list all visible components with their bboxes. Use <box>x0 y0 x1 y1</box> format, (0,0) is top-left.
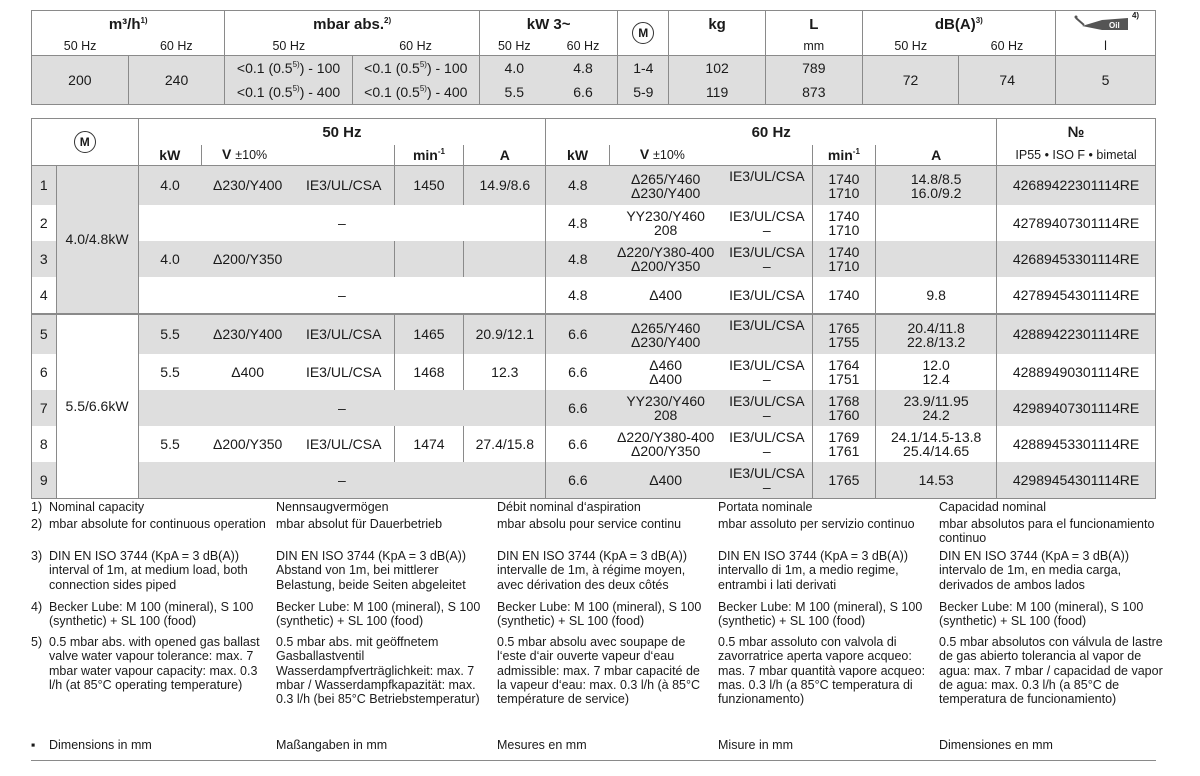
article-number: 42689453301114RE <box>997 241 1156 277</box>
article-number: 42789454301114RE <box>997 277 1156 314</box>
rpm-50: 1465 <box>394 314 464 354</box>
footnote-it: Becker Lube: M 100 (mineral), S 100 (synthetic) + SL 100 (food) <box>718 600 923 629</box>
dba-header: $dB(A)^{3)}$ <box>862 11 1055 38</box>
motor-header <box>32 119 139 166</box>
row-number: 9 <box>39 471 48 488</box>
footnote-number: 2) <box>31 517 43 531</box>
row-number: 1 <box>39 177 48 193</box>
rpm-50 <box>394 241 464 277</box>
group-label: 4.0/4.8kW <box>56 166 138 315</box>
rpm-60: 1769 1761 <box>812 426 876 462</box>
kw-50: 5.5 <box>138 314 202 354</box>
kw-60: 4.8 <box>546 241 610 277</box>
footnote-en: Nominal capacity <box>49 500 145 514</box>
footnote-fr: mbar absolu pour service continu <box>497 517 682 531</box>
footnote-de: Maßangaben in mm <box>276 738 388 752</box>
svg-text:Oil: Oil <box>1108 20 1120 30</box>
footnote-es: Dimensiones en mm <box>939 738 1053 752</box>
header-50hz: 50 Hz <box>138 119 546 146</box>
footnote-en: DIN EN ISO 3744 (KpA = 3 dB(A)) interval of 1m, at medium load, both connection sides piped <box>49 549 248 592</box>
kw-50: 5.5 <box>138 426 202 462</box>
sub-label: 50 Hz <box>479 37 548 56</box>
amp-50: 27.4/15.8 <box>464 426 546 462</box>
col-amp: A <box>464 145 546 166</box>
footnote-row <box>31 738 1161 754</box>
amp-60: 23.9/11.95 24.2 <box>876 390 997 426</box>
dash-50: – <box>138 390 546 426</box>
amp-60: 14.8/8.5 16.0/9.2 <box>876 166 997 206</box>
footnote-it: Portata nominale <box>718 500 813 514</box>
amp-60 <box>876 205 997 241</box>
voltage-50: Δ200/Y350 <box>213 435 283 452</box>
footnote-row <box>31 517 1161 549</box>
standard-60: IE3/UL/CSA – <box>729 244 805 274</box>
footnote-es: Capacidad nominal <box>939 500 1047 514</box>
rpm-60: 1740 1710 <box>812 205 876 241</box>
kw-50: 5.5 <box>479 80 548 105</box>
kw-60: 4.8 <box>573 59 593 76</box>
rpm-60: 1740 1710 <box>812 241 876 277</box>
footnotes <box>31 500 1161 754</box>
voltage-50: Δ230/Y400 <box>202 314 294 354</box>
standard-50: IE3/UL/CSA <box>305 363 382 380</box>
sub-label: 60 Hz <box>352 37 479 56</box>
col-min: $\min^{-1}$ <box>394 145 464 166</box>
footnote-it: mbar assoluto per servizio continuo <box>718 517 915 531</box>
kg-header: kg <box>669 11 766 38</box>
voltage-60: Δ400 <box>649 286 683 303</box>
table-row <box>32 166 1156 206</box>
footnote-it: DIN EN ISO 3744 (KpA = 3 dB(A)) intervallo di 1m, a medio regime, entrambi i lati derivati <box>718 549 909 592</box>
amp-50: 20.9/12.1 <box>464 314 546 354</box>
rpm-60: 1740 <box>812 277 876 314</box>
amp-50 <box>464 241 546 277</box>
sub-label: 50 Hz <box>862 37 959 56</box>
col-amp: A <box>876 145 997 166</box>
standard-60: IE3/UL/CSA – <box>729 393 805 423</box>
kw-60: 6.6 <box>546 314 610 354</box>
footnote-number: 4) <box>31 600 43 614</box>
article-number: 42889453301114RE <box>997 426 1156 462</box>
footnote-es: mbar absolutos para el funcionamiento continuo <box>939 517 1155 546</box>
footnote-fr: Débit nominal d‘aspiration <box>497 500 641 514</box>
dba-60: 74 <box>959 56 1056 105</box>
sub-label: mm <box>765 37 862 56</box>
kw-50: 4.0 <box>138 241 202 277</box>
row-number: 6 <box>39 363 48 380</box>
length: 873 <box>765 80 862 105</box>
rpm-60: 1765 1755 <box>812 314 876 354</box>
voltage-60: YY230/Y460 208 <box>626 208 705 238</box>
table-row <box>32 390 1156 426</box>
motor-table <box>31 118 1156 499</box>
length: 789 <box>765 56 862 81</box>
standard-60: IE3/UL/CSA <box>729 286 805 303</box>
header-60hz: 60 Hz <box>546 119 997 146</box>
col-kw: kW <box>546 145 610 166</box>
voltage-60: YY230/Y460 208 <box>626 393 705 423</box>
sub-label <box>669 37 766 56</box>
standard-50: IE3/UL/CSA <box>305 435 382 452</box>
standard-50: IE3/UL/CSA <box>305 177 382 193</box>
standard-60: IE3/UL/CSA <box>729 168 805 184</box>
table-row <box>32 277 1156 314</box>
kw-60: 6.6 <box>546 426 610 462</box>
footnote-es: Becker Lube: M 100 (mineral), S 100 (synthetic) + SL 100 (food) <box>939 600 1144 629</box>
footnote-fr: Becker Lube: M 100 (mineral), S 100 (synthetic) + SL 100 (food) <box>497 600 702 629</box>
kw-50: 4.0 <box>479 56 548 81</box>
amp-60: 9.8 <box>876 277 997 314</box>
kw-50: 4.0 <box>138 166 202 206</box>
article-number: 42989454301114RE <box>997 462 1156 499</box>
footnote-number: 5) <box>31 635 43 649</box>
footnote-number: 1) <box>31 500 43 514</box>
mbar-50: <0.1 (0.5$^{5)}$) - 100 <box>225 56 352 81</box>
footnote-de: 0.5 mbar abs. mit geöffnetem Gasballastventil Wasserdampfverträglichkeit: max. 7 mbar / Wasserdampfkapazität: max. 0.3 l/h (bei 85°C Betriebstemperatur) <box>276 635 480 707</box>
kw-60: 6.6 <box>546 462 610 499</box>
row-number: 5 <box>32 314 57 354</box>
article-number: 42689422301114RE <box>997 166 1156 206</box>
kw-60: 6.6 <box>546 390 610 426</box>
motor-icon: M <box>74 131 96 153</box>
row-number: 3 <box>39 250 48 267</box>
mbar-60: <0.1 (0.5$^{5)}$) - 400 <box>352 80 479 105</box>
table-row <box>32 314 1156 354</box>
dash-50: – <box>138 462 546 499</box>
rpm-60: 1765 <box>812 462 876 499</box>
footnote-row <box>31 635 1161 738</box>
col-min: $\min^{-1}$ <box>812 145 876 166</box>
footnote-row <box>31 600 1161 635</box>
footnote-es: 0.5 mbar absolutos con válvula de lastre de gas abierto tolerancia al vapor de agua: max. 7 mbar / capacidad de vapor de agua: max. 0.3 l/h (a 85°C de temperatura de funcionamiento) <box>939 635 1163 707</box>
footnote-fr: 0.5 mbar absolu avec soupape de l‘este d‘air ouverte vapeur d‘eau admissible: max. 7 mbar capacité de la vapeur d‘eau: max. 0.3 l/h (à 85°C température de service) <box>497 635 701 707</box>
standard-60: IE3/UL/CSA – <box>729 429 805 459</box>
dash-50: – <box>138 205 546 241</box>
footnote-fr: Mesures en mm <box>497 738 587 752</box>
flow-header: $m^3/h^{1)}$ <box>108 15 148 33</box>
voltage-50: Δ400 <box>231 363 264 380</box>
article-number: 42989407301114RE <box>997 390 1156 426</box>
flow-50: 200 <box>68 71 92 88</box>
rpm-60: 1768 1760 <box>812 390 876 426</box>
kw-60: 4.8 <box>546 166 610 206</box>
oil-volume: 5 <box>1056 56 1156 105</box>
kw-60: 4.8 <box>546 205 610 241</box>
rpm-50: 1468 <box>394 354 464 390</box>
motor-range: 1-4 <box>618 56 669 81</box>
kw-60: 4.8 <box>546 277 610 314</box>
footnote-it: Misure in mm <box>718 738 794 752</box>
voltage-60: Δ220/Y380-400 Δ200/Y350 <box>616 244 715 274</box>
amp-60: 24.1/14.5-13.8 25.4/14.65 <box>876 426 997 462</box>
footnote-en: mbar absolute for continuous operation <box>49 517 266 531</box>
sub-label: 60 Hz <box>959 37 1056 56</box>
article-number: 42789407301114RE <box>997 205 1156 241</box>
rpm-60: 1764 1751 <box>812 354 876 390</box>
standard-50 <box>294 241 394 277</box>
footnote-en: Dimensions in mm <box>49 738 152 752</box>
col-kw: kW <box>138 145 202 166</box>
kw-60: 6.6 <box>546 354 610 390</box>
standard-60: IE3/UL/CSA <box>722 314 812 354</box>
table-row <box>32 205 1156 241</box>
length-header: L <box>765 11 862 38</box>
weight: 102 <box>669 56 766 81</box>
rpm-50: 1474 <box>394 426 464 462</box>
oil-header: Oil $^{4)}$ <box>1056 11 1156 38</box>
table-row <box>32 354 1156 390</box>
weight: 119 <box>669 80 766 105</box>
amp-60: 14.53 <box>876 462 997 499</box>
kw-60: 6.6 <box>573 83 593 100</box>
mbar-header: mbar abs.$^{2)}$ <box>225 11 480 38</box>
voltage-50: Δ200/Y350 <box>213 250 283 267</box>
motor-range: 5-9 <box>618 80 669 105</box>
table-row <box>32 426 1156 462</box>
table-row <box>32 462 1156 499</box>
sub-label: 60 Hz <box>128 37 225 56</box>
footnote-de: DIN EN ISO 3744 (KpA = 3 dB(A)) Abstand von 1m, bei mittlerer Belastung, beide Seiten abgeleitet <box>276 549 467 592</box>
footnote-de: Becker Lube: M 100 (mineral), S 100 (synthetic) + SL 100 (food) <box>276 600 481 629</box>
col-voltage: V ±10% <box>202 145 395 166</box>
kw-50: 5.5 <box>138 354 202 390</box>
dba-50: 72 <box>862 56 959 105</box>
row-number: 8 <box>39 435 48 452</box>
footnote-fr: DIN EN ISO 3744 (KpA = 3 dB(A)) intervalle de 1m, à régime moyen, avec dérivation des deux côtés <box>497 549 688 592</box>
footnote-row <box>31 500 1161 517</box>
table-row <box>32 241 1156 277</box>
sub-label: 50 Hz <box>225 37 352 56</box>
standard-60: IE3/UL/CSA – <box>729 357 805 387</box>
amp-60 <box>876 241 997 277</box>
oil-can-icon <box>1072 12 1132 34</box>
rpm-60: 1740 1710 <box>812 166 876 206</box>
footnote-es: DIN EN ISO 3744 (KpA = 3 dB(A)) intervalo de 1m, en media carga, derivados de ambos lados <box>939 549 1130 592</box>
row-number: 7 <box>39 399 48 416</box>
amp-60: 20.4/11.8 22.8/13.2 <box>876 314 997 354</box>
col-voltage: V ±10% <box>609 145 812 166</box>
sub-label: l <box>1056 37 1156 56</box>
amp-60: 12.0 12.4 <box>876 354 997 390</box>
sub-label: 60 Hz <box>549 37 618 56</box>
col-ip: IP55 • ISO F • bimetal <box>997 145 1156 166</box>
voltage-60: Δ220/Y380-400 Δ200/Y350 <box>616 429 715 459</box>
voltage-60: Δ400 <box>649 471 683 488</box>
footnote-en: 0.5 mbar abs. with opened gas ballast valve water vapour tolerance: max. 7 mbar water vapour capacity: max. 0.3 l/h (at 85°C operating temperature) <box>49 635 260 692</box>
flow-60: 240 <box>128 56 225 105</box>
voltage-60: Δ265/Y460 Δ230/Y400 <box>631 170 701 201</box>
dash-50: – <box>138 277 546 314</box>
amp-50: 14.9/8.6 <box>464 166 546 206</box>
footnote-de: mbar absolut für Dauerbetrieb <box>276 517 443 531</box>
group-label: 5.5/6.6kW <box>56 314 138 499</box>
row-number: 2 <box>39 214 48 231</box>
standard-60: IE3/UL/CSA – <box>729 208 805 238</box>
bullet-icon: ▪ <box>31 738 36 752</box>
footnote-number: 3) <box>31 549 43 563</box>
mbar-60: <0.1 (0.5$^{5)}$) - 100 <box>352 56 479 81</box>
voltage-50: Δ230/Y400 <box>213 177 283 193</box>
motor-icon: M <box>632 22 654 44</box>
amp-50: 12.3 <box>464 354 546 390</box>
standard-50: IE3/UL/CSA <box>294 314 394 354</box>
footnote-it: 0.5 mbar assoluto con valvola di zavorratrice aperta vapore acqueo: mas. 7 mbar quantità vapore acqueo: mas. 0.3 l/h (a 85°C temperatura di funzionamento) <box>718 635 926 707</box>
footnote-row <box>31 549 1161 600</box>
article-number: 42889422301114RE <box>997 314 1156 354</box>
standard-60: IE3/UL/CSA – <box>729 465 805 495</box>
mbar-50: <0.1 (0.5$^{5)}$) - 400 <box>225 80 352 105</box>
row-number: 4 <box>39 286 48 303</box>
footnote-de: Nennsaugvermögen <box>276 500 389 514</box>
motor-header <box>618 11 669 56</box>
header-number: № <box>997 119 1156 146</box>
kw-header: kW 3~ <box>479 11 617 38</box>
article-number: 42889490301114RE <box>997 354 1156 390</box>
bottom-rule <box>31 760 1156 761</box>
sub-label: 50 Hz <box>32 37 129 56</box>
footnote-en: Becker Lube: M 100 (mineral), S 100 (synthetic) + SL 100 (food) <box>49 600 254 629</box>
voltage-60: Δ265/Y460 Δ230/Y400 <box>609 314 722 354</box>
specs-table <box>31 10 1156 105</box>
voltage-60: Δ460 Δ400 <box>649 357 683 387</box>
rpm-50: 1450 <box>394 166 464 206</box>
